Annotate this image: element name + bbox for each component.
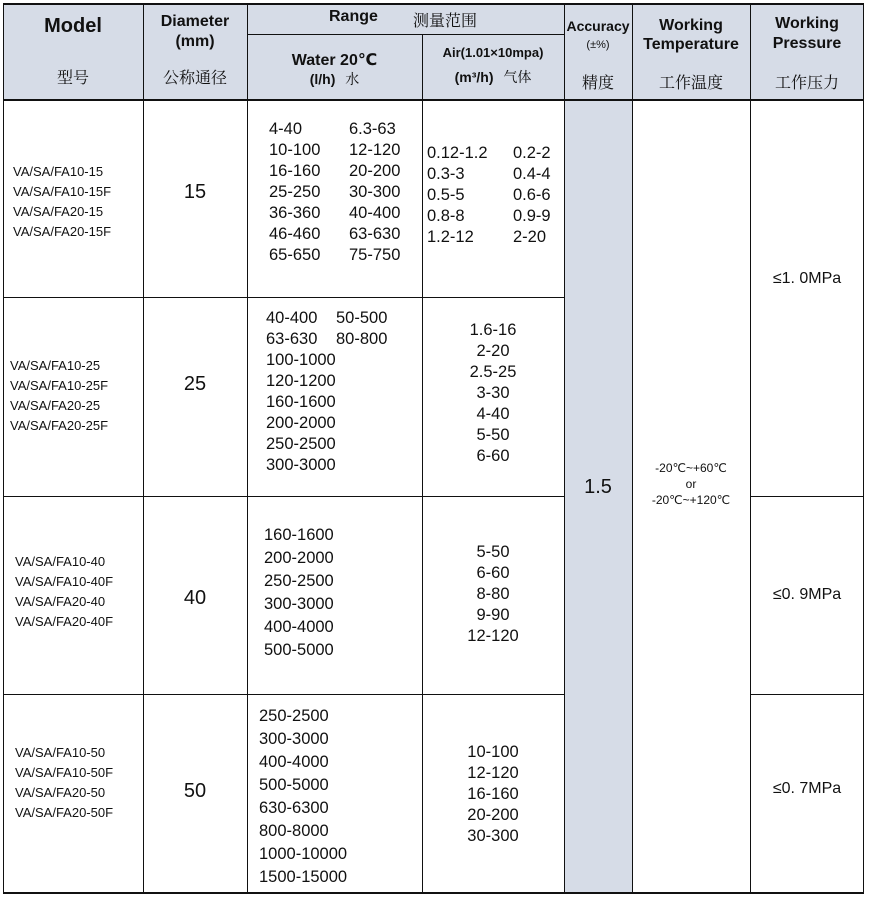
air-range: 30-300 <box>467 827 519 845</box>
header-temperature-cn: 工作温度 <box>658 75 723 92</box>
water-range: 200-2000 <box>264 549 334 567</box>
diameter-value: 40 <box>183 587 207 609</box>
water-range: 50-500 <box>336 309 388 327</box>
header-pressure-cn: 工作压力 <box>774 75 839 92</box>
header-range-cn: 测量范围 <box>413 13 478 30</box>
air-range-list <box>422 542 564 647</box>
air-range: 0.8-8 <box>427 207 465 225</box>
water-range: 20-200 <box>349 162 401 180</box>
air-range: 0.12-1.2 <box>427 144 488 162</box>
water-range: 65-650 <box>269 246 321 264</box>
water-range: 300-3000 <box>266 456 336 474</box>
water-range: 250-2500 <box>259 707 329 725</box>
water-range: 500-5000 <box>259 776 329 794</box>
header-model-cn: 型号 <box>56 70 89 87</box>
header-accuracy-unit: (±%) <box>586 39 610 51</box>
air-range: 5-50 <box>476 543 510 561</box>
air-range: 1.6-16 <box>469 321 517 339</box>
water-range: 30-300 <box>349 183 401 201</box>
column-divider <box>422 34 423 894</box>
air-range: 6-60 <box>476 564 510 582</box>
accuracy-value: 1.5 <box>584 476 612 498</box>
model-name: VA/SA/FA20-25 <box>10 398 101 413</box>
model-list <box>15 552 113 632</box>
model-name: VA/SA/FA20-50 <box>15 785 106 800</box>
row-divider <box>3 297 564 298</box>
water-range: 40-400 <box>266 309 318 327</box>
water-range: 160-1600 <box>266 393 336 411</box>
header-temperature-2: Temperature <box>643 36 739 53</box>
air-range: 20-200 <box>467 806 519 824</box>
model-name: VA/SA/FA10-50F <box>15 765 114 780</box>
air-range: 16-160 <box>467 785 519 803</box>
air-range: 0.9-9 <box>513 207 551 225</box>
row-divider <box>3 496 564 497</box>
header-air-cn: 气体 <box>503 69 532 85</box>
model-name: VA/SA/FA10-40F <box>15 574 114 589</box>
row-divider <box>3 694 564 695</box>
water-range-list <box>259 705 347 889</box>
air-range: 2-20 <box>513 228 547 246</box>
header-water: Water 20℃ <box>291 52 378 69</box>
water-range: 250-2500 <box>264 572 334 590</box>
water-range: 25-250 <box>269 183 321 201</box>
temperature-line: -20℃~+120℃ <box>651 493 731 507</box>
water-range: 80-800 <box>336 330 388 348</box>
model-name: VA/SA/FA10-50 <box>15 745 106 760</box>
model-name: VA/SA/FA20-50F <box>15 805 114 820</box>
water-range: 46-460 <box>269 225 321 243</box>
air-range: 2.5-25 <box>469 363 517 381</box>
water-range-list <box>269 119 400 266</box>
air-range: 5-50 <box>476 426 510 444</box>
pressure-value: ≤1. 0MPa <box>772 270 842 287</box>
column-divider <box>632 3 633 894</box>
water-range: 1500-15000 <box>259 868 348 886</box>
table-border-left <box>3 3 4 894</box>
model-name: VA/SA/FA20-40 <box>15 594 106 609</box>
header-range: Range <box>329 8 378 25</box>
header-model: Model <box>44 15 102 37</box>
air-range: 0.4-4 <box>513 165 551 183</box>
header-diameter-cn: 公称通径 <box>162 70 227 87</box>
row-divider <box>750 496 864 497</box>
air-range: 0.5-5 <box>427 186 465 204</box>
model-name: VA/SA/FA10-40 <box>15 554 106 569</box>
water-range: 36-360 <box>269 204 321 222</box>
water-range: 6.3-63 <box>349 120 396 138</box>
air-range: 12-120 <box>467 764 519 782</box>
model-list <box>15 743 113 823</box>
temperature-value <box>632 460 750 508</box>
air-range: 1.2-12 <box>427 228 474 246</box>
water-range: 40-400 <box>349 204 401 222</box>
water-range: 400-4000 <box>264 618 334 636</box>
model-name: VA/SA/FA10-25 <box>10 358 101 373</box>
model-name: VA/SA/FA20-40F <box>15 614 114 629</box>
header-water-cn: 水 <box>345 71 360 87</box>
water-range: 630-6300 <box>259 799 329 817</box>
model-name: VA/SA/FA10-25F <box>10 378 109 393</box>
range-subheader-divider <box>247 34 564 35</box>
header-temperature: Working <box>659 17 723 34</box>
header-accuracy-cn: 精度 <box>581 75 614 92</box>
air-range-list <box>422 742 564 847</box>
table-border-right <box>863 3 864 894</box>
header-air: Air(1.01×10mpa) <box>442 45 544 60</box>
water-range: 120-1200 <box>266 372 336 390</box>
air-range: 12-120 <box>467 627 519 645</box>
flowmeter-spec-table <box>3 3 864 893</box>
diameter-value: 50 <box>183 780 207 802</box>
header-diameter-unit: (mm) <box>175 33 215 50</box>
air-range: 9-90 <box>476 606 510 624</box>
air-range: 3-30 <box>476 384 510 402</box>
pressure-value: ≤0. 9MPa <box>772 586 842 603</box>
header-accuracy: Accuracy <box>566 18 630 34</box>
model-name: VA/SA/FA20-15F <box>13 224 112 239</box>
water-range: 300-3000 <box>259 730 329 748</box>
air-range-list <box>427 143 551 248</box>
row-divider <box>750 694 864 695</box>
water-range: 12-120 <box>349 141 401 159</box>
water-range: 300-3000 <box>264 595 334 613</box>
temperature-line: -20℃~+60℃ <box>655 461 727 475</box>
water-range: 400-4000 <box>259 753 329 771</box>
column-divider <box>564 3 565 894</box>
water-range: 160-1600 <box>264 526 334 544</box>
model-name: VA/SA/FA10-15 <box>13 164 104 179</box>
model-name: VA/SA/FA20-15 <box>13 204 104 219</box>
column-divider <box>750 3 751 894</box>
table-border-bottom <box>3 892 864 894</box>
water-range: 75-750 <box>349 246 401 264</box>
air-range: 10-100 <box>467 743 519 761</box>
air-range: 4-40 <box>476 405 510 423</box>
header-divider <box>3 99 864 101</box>
water-range: 100-1000 <box>266 351 336 369</box>
water-range: 800-8000 <box>259 822 329 840</box>
water-range: 63-630 <box>266 330 318 348</box>
air-range: 8-80 <box>476 585 510 603</box>
temperature-line: or <box>685 477 697 491</box>
diameter-value: 25 <box>183 373 207 395</box>
column-divider <box>247 3 248 894</box>
water-range: 200-2000 <box>266 414 336 432</box>
header-air-unit: (m³/h) <box>454 69 494 85</box>
water-range: 10-100 <box>269 141 321 159</box>
air-range: 6-60 <box>476 447 510 465</box>
model-list <box>10 356 108 436</box>
air-range: 0.2-2 <box>513 144 551 162</box>
pressure-value: ≤0. 7MPa <box>772 780 842 797</box>
model-name: VA/SA/FA20-25F <box>10 418 109 433</box>
water-range: 250-2500 <box>266 435 336 453</box>
diameter-value: 15 <box>183 181 207 203</box>
water-range: 63-630 <box>349 225 401 243</box>
column-divider <box>143 3 144 894</box>
water-range-list <box>264 524 334 662</box>
model-list <box>13 162 111 242</box>
air-range: 0.3-3 <box>427 165 465 183</box>
water-range: 500-5000 <box>264 641 334 659</box>
header-diameter: Diameter <box>160 13 230 30</box>
header-water-unit: (l/h) <box>309 71 336 87</box>
table-border-top <box>3 3 864 5</box>
water-range-list <box>266 308 387 476</box>
water-range: 1000-10000 <box>259 845 348 863</box>
model-name: VA/SA/FA10-15F <box>13 184 112 199</box>
water-range: 4-40 <box>269 120 303 138</box>
header-pressure-2: Pressure <box>772 35 842 52</box>
header-pressure: Working <box>775 15 839 32</box>
air-range: 0.6-6 <box>513 186 551 204</box>
water-range: 16-160 <box>269 162 321 180</box>
air-range: 2-20 <box>476 342 510 360</box>
air-range-list <box>422 320 564 467</box>
